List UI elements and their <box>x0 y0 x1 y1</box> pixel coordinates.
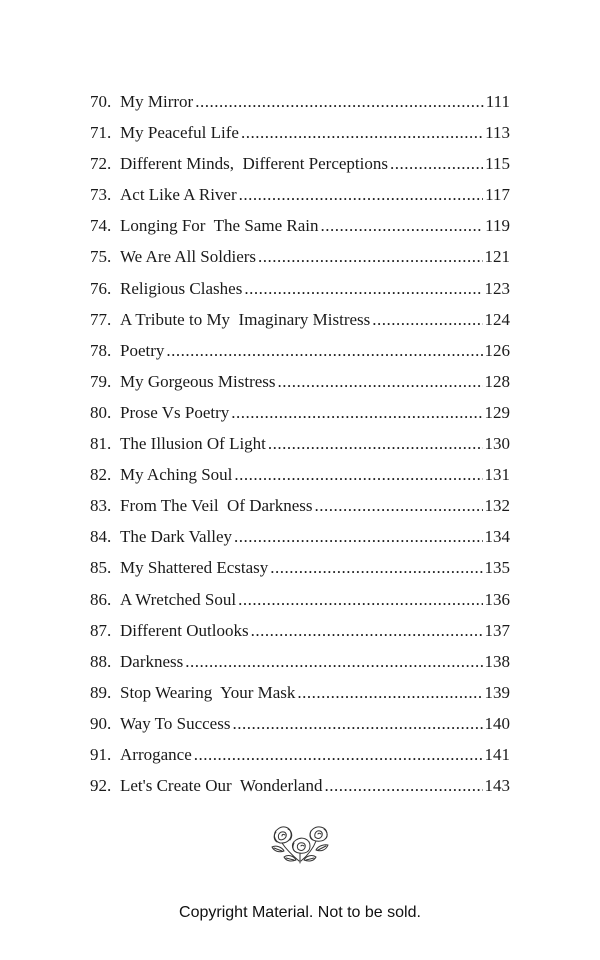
toc-entry-page: 115 <box>485 154 510 174</box>
toc-entry-number: 91. <box>90 744 112 764</box>
toc-entry-page: 130 <box>484 434 510 454</box>
toc-entry <box>90 490 510 521</box>
toc-entry-title: We Are All Soldiers <box>120 247 257 267</box>
toc-leader-dots <box>234 459 482 490</box>
toc-leader-dots <box>166 335 482 366</box>
toc-entry-number: 83. <box>90 496 112 516</box>
toc-leader-dots <box>185 646 482 677</box>
toc-entry-page: 111 <box>485 92 510 111</box>
toc-entry <box>90 459 510 490</box>
toc-entry <box>90 210 510 241</box>
toc-leader-dots <box>372 304 482 335</box>
toc-entry <box>90 335 510 366</box>
toc-entry <box>90 708 510 739</box>
toc-entry-title: Let's Create Our Wonderland <box>120 776 323 796</box>
toc-entry-page: 123 <box>484 278 510 298</box>
toc-entry-title: Way To Success <box>120 713 231 733</box>
toc-entry-title: A Tribute to My Imaginary Mistress <box>120 309 371 329</box>
toc-entry-page: 139 <box>484 682 510 702</box>
toc-entry-number: 92. <box>90 776 112 796</box>
toc-entry-page: 137 <box>484 620 510 640</box>
toc-entry <box>90 273 510 304</box>
toc-leader-dots <box>241 117 483 148</box>
toc-leader-dots <box>194 739 483 770</box>
toc-entry-number: 77. <box>90 309 112 329</box>
toc-entry-page: 143 <box>484 776 510 796</box>
toc-leader-dots <box>238 584 482 615</box>
toc-entry-title: Poetry <box>120 340 165 360</box>
toc-leader-dots <box>244 273 482 304</box>
toc-entry-number: 74. <box>90 216 112 236</box>
toc-entry-page: 135 <box>484 558 510 578</box>
toc-entry <box>90 584 510 615</box>
toc-entry-title: My Peaceful Life <box>120 123 239 143</box>
toc-leader-dots <box>251 615 483 646</box>
toc-entry-title: Act Like A River <box>120 185 237 205</box>
toc-entry-page: 131 <box>484 465 510 485</box>
copyright-footer: Copyright Material. Not to be sold. <box>179 904 421 921</box>
toc-entry-number: 72. <box>90 154 112 174</box>
toc-entry-title: Different Minds, Different Perceptions <box>120 154 388 174</box>
toc-entry-title: Religious Clashes <box>120 278 243 298</box>
toc-leader-dots <box>315 490 483 521</box>
toc-entry-page: 134 <box>484 527 510 547</box>
toc-entry <box>90 677 510 708</box>
toc-entry-page: 121 <box>484 247 510 267</box>
toc-entry <box>90 86 510 117</box>
toc-entry-title: My Gorgeous Mistress <box>120 371 276 391</box>
toc-entry-title: Arrogance <box>120 744 192 764</box>
toc-entry-title: The Illusion Of Light <box>120 434 266 454</box>
toc-entry-number: 75. <box>90 247 112 267</box>
toc-entry-title: Different Outlooks <box>120 620 249 640</box>
toc-entry-number: 76. <box>90 278 112 298</box>
toc-entry-title: A Wretched Soul <box>120 589 237 609</box>
toc-leader-dots <box>278 366 483 397</box>
toc-entry <box>90 615 510 646</box>
toc-entry-title: Prose Vs Poetry <box>120 402 230 422</box>
table-of-contents <box>90 86 510 801</box>
toc-entry <box>90 428 510 459</box>
toc-entry-page: 129 <box>484 402 510 422</box>
toc-leader-dots <box>234 521 482 552</box>
toc-entry <box>90 366 510 397</box>
toc-entry-number: 78. <box>90 340 112 360</box>
toc-entry-page: 119 <box>485 216 510 236</box>
toc-leader-dots <box>270 552 482 583</box>
toc-entry <box>90 304 510 335</box>
rose-ornament-icon <box>266 823 334 867</box>
toc-entry-title: From The Veil Of Darkness <box>120 496 313 516</box>
toc-entry <box>90 552 510 583</box>
toc-entry-title: Darkness <box>120 651 184 671</box>
toc-entry <box>90 521 510 552</box>
toc-entry-page: 124 <box>484 309 510 329</box>
toc-leader-dots <box>390 148 483 179</box>
toc-entry-number: 79. <box>90 371 112 391</box>
toc-entry-number: 80. <box>90 402 112 422</box>
toc-entry-title: My Aching Soul <box>120 465 233 485</box>
toc-entry-number: 89. <box>90 682 112 702</box>
toc-entry-page: 141 <box>484 744 510 764</box>
toc-entry <box>90 646 510 677</box>
toc-entry-page: 117 <box>485 185 510 205</box>
toc-entry-page: 126 <box>484 340 510 360</box>
toc-entry-number: 73. <box>90 185 112 205</box>
toc-entry-number: 87. <box>90 620 112 640</box>
toc-entry-page: 128 <box>484 371 510 391</box>
toc-entry-number: 81. <box>90 434 112 454</box>
toc-entry <box>90 770 510 801</box>
toc-entry-page: 113 <box>485 123 510 143</box>
toc-entry-number: 86. <box>90 589 112 609</box>
toc-entry-number: 70. <box>90 92 112 111</box>
toc-entry-title: My Shattered Ecstasy <box>120 558 269 578</box>
toc-leader-dots <box>297 677 482 708</box>
toc-entry <box>90 241 510 272</box>
toc-entry-title: My Mirror <box>120 92 194 111</box>
toc-entry-number: 85. <box>90 558 112 578</box>
toc-entry-page: 136 <box>484 589 510 609</box>
toc-entry-title: Stop Wearing Your Mask <box>120 682 296 702</box>
toc-entry-number: 90. <box>90 713 112 733</box>
toc-leader-dots <box>320 210 483 241</box>
toc-leader-dots <box>231 397 482 428</box>
toc-entry <box>90 117 510 148</box>
toc-entry-number: 88. <box>90 651 112 671</box>
toc-leader-dots <box>239 179 484 210</box>
toc-entry <box>90 739 510 770</box>
toc-entry-number: 84. <box>90 527 112 547</box>
toc-entry <box>90 148 510 179</box>
toc-entry-title: Longing For The Same Rain <box>120 216 319 236</box>
toc-entry-number: 82. <box>90 465 112 485</box>
toc-entry-page: 138 <box>484 651 510 671</box>
toc-entry-title: The Dark Valley <box>120 527 233 547</box>
toc-entry-page: 132 <box>484 496 510 516</box>
toc-leader-dots <box>268 428 483 459</box>
toc-leader-dots <box>232 708 482 739</box>
toc-entry <box>90 397 510 428</box>
toc-entry-page: 140 <box>484 713 510 733</box>
toc-leader-dots <box>258 241 482 272</box>
toc-entry <box>90 179 510 210</box>
toc-entry-number: 71. <box>90 123 112 143</box>
toc-leader-dots <box>195 86 484 117</box>
toc-leader-dots <box>324 770 482 801</box>
